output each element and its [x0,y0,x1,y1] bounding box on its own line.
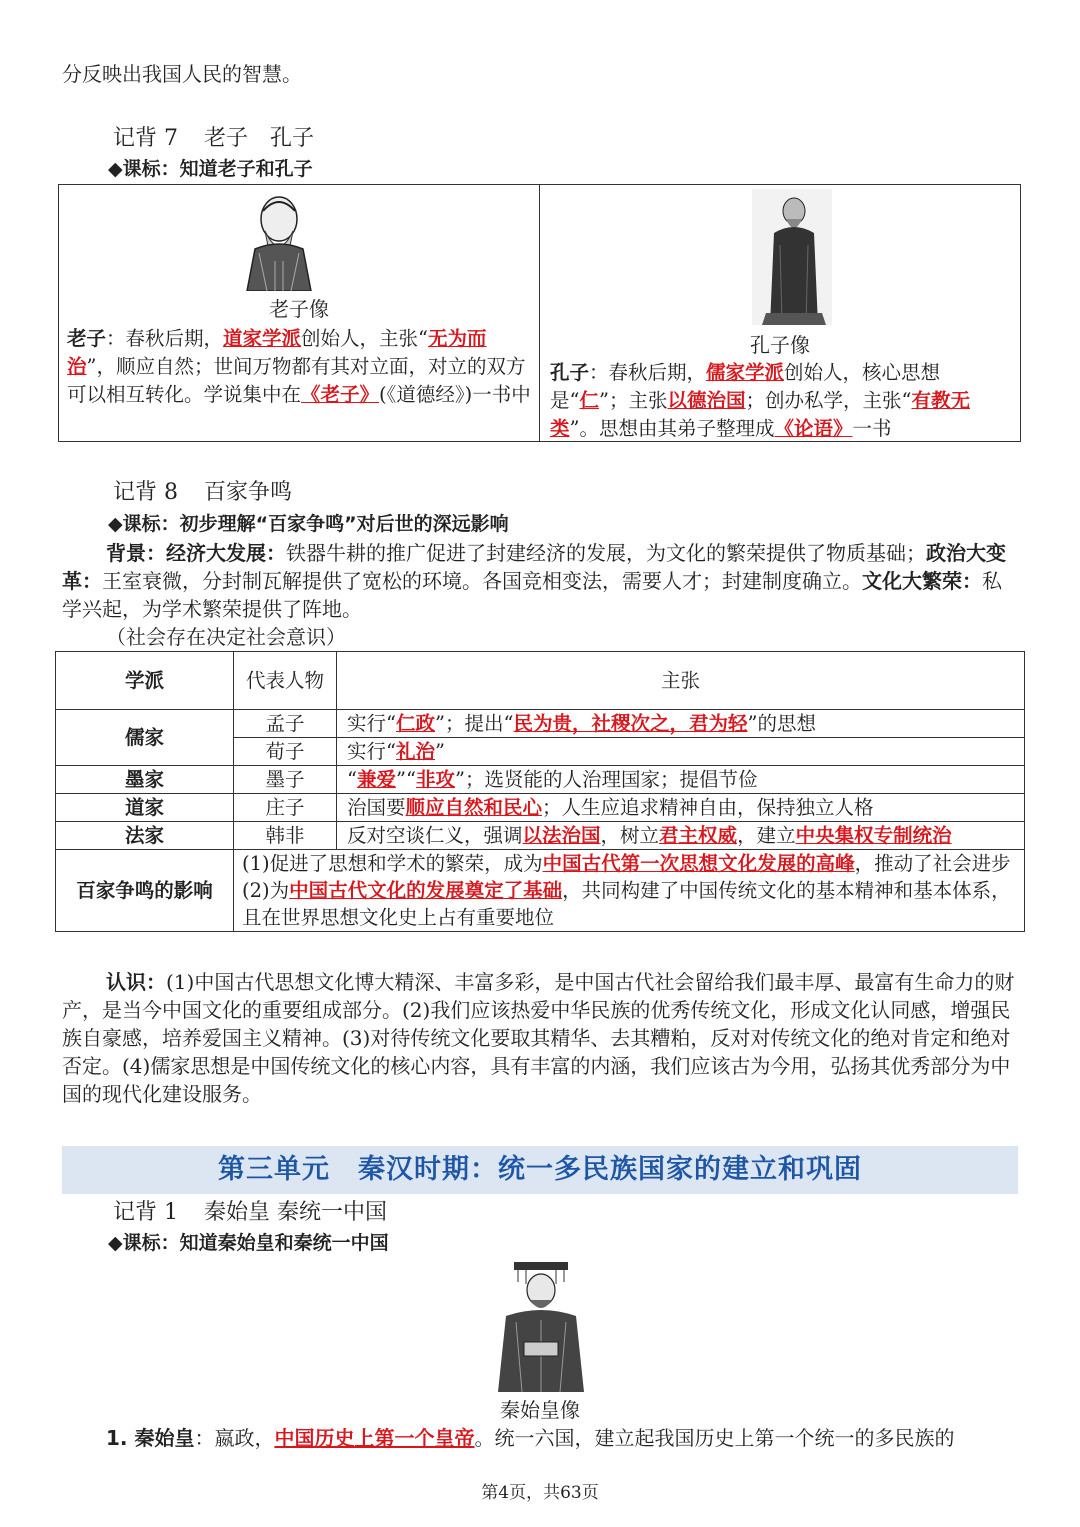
table-row [56,794,1025,822]
highlight-rule-of-law: 以法治国 [522,824,601,847]
highlight-monarch-authority: 君主权威 [659,824,738,847]
header-school: 学派 [56,652,234,710]
laozi-caption: 老子像 [269,297,329,321]
laozi-text-1: ：春秋后期， [106,327,224,350]
confucius-highlight-school: 儒家学派 [706,361,785,384]
laozi-highlight-wuwei: 无为而治 [67,327,487,378]
claim-text: 实行“ [347,740,396,763]
highlight-people-first: 民为贵，社稷次之，君为轻 [513,712,748,735]
rep-hanfei: 韩非 [234,822,337,850]
rep-zhuangzi: 庄子 [234,794,337,822]
confucius-text-6: 一书 [852,417,892,440]
background-paragraph [62,539,1018,623]
impact-text: ，共同构建了中国传统文化的基本精神和基本体系，且在世界思想文化史上占有重要地位 [242,879,1011,929]
claim-text: 反对空谈仁义，强调 [347,824,523,847]
laozi-description [67,325,531,409]
unit-3-section-1-number: 记背 1 [113,1200,178,1225]
confucius-highlight-ren: 仁 [579,389,599,412]
section-8-number: 记背 8 [113,480,178,505]
claim-text: ”的思想 [747,712,816,735]
laozi-text-3: ”，顺应自然；世间万物都有其对立面，对立的双方可以相互转化。学说集中在 [67,355,526,406]
background-culture: 私学兴起，为学术繁荣提供了阵地。 [62,569,1002,621]
claim-zhuangzi [337,794,1025,822]
highlight-benevolent-government: 仁政 [395,712,435,735]
rep-mencius: 孟子 [234,710,337,738]
laozi-highlight-school: 道家学派 [223,327,302,350]
philosophers-figure-table [58,184,1021,442]
section-8-title: 百家争鸣 [204,480,293,505]
impact-text: (2)为 [242,879,290,902]
confucius-description [550,359,1012,443]
confucius-highlight-education: 有教无类 [550,389,970,440]
laozi-name: 老子 [67,327,107,350]
unit-3-section-1-title: 秦始皇 秦统一中国 [204,1200,387,1225]
background-note: （社会存在决定社会意识） [106,625,346,649]
background-economy: 铁器牛耕的推广促进了封建经济的发展，为文化的繁荣提供了物质基础； [286,541,926,565]
highlight-universal-love: 兼爱 [356,768,396,791]
insight-label: 认识： [106,970,166,994]
claim-hanfei [337,822,1025,850]
confucius-text-3: ”；主张 [599,389,668,412]
confucius-cell [539,185,1020,441]
qin-shi-huang-text-2: 。统一六国，建立起我国历史上第一个统一的多民族的 [474,1426,955,1450]
impact-1 [242,850,1014,877]
highlight-follow-nature: 顺应自然和民心 [405,796,543,819]
header-claim: 主张 [337,652,1025,710]
background-politics: 王室衰微，分封制瓦解提供了宽松的环境。各国竞相变法，需要人才；封建制度确立。 [102,569,862,593]
impact-text: ，推动了社会进步 [854,852,1011,875]
laozi-highlight-book: 《老子》 [301,383,380,406]
impact-text: (1)促进了思想和学术的繁荣，成为 [242,852,543,875]
claim-mencius [337,710,1025,738]
unit-3-section-1-heading [113,1198,413,1228]
confucius-portrait [752,189,832,325]
confucius-highlight-virtue: 以德治国 [667,389,746,412]
qin-shi-huang-label: 1. 秦始皇 [106,1426,195,1450]
highlight-non-aggression: 非攻 [415,768,455,791]
confucius-text-4: ；创办私学，主张“ [745,389,912,412]
confucius-text-5: ”。思想由其弟子整理成 [569,417,775,440]
unit-3-standard: ◆课标：知道秦始皇和秦统一中国 [108,1232,389,1254]
confucius-name: 孔子 [550,361,590,384]
claim-text: ，建立 [737,824,796,847]
schools-table [55,651,1025,932]
highlight-foundation: 中国古代文化的发展奠定了基础 [289,879,563,902]
impact-2 [242,877,1014,931]
table-row [56,850,1025,932]
rep-xunzi: 荀子 [234,738,337,766]
claim-text: ”；提出“ [435,712,514,735]
qin-shi-huang-text-1: ：嬴政， [194,1426,275,1450]
section-7-number: 记背 7 [113,126,178,151]
laozi-portrait [229,191,329,291]
laozi-cell [59,185,539,441]
background-label: 背景：经济大发展： [106,541,286,565]
insight-text: (1)中国古代思想文化博大精深、丰富多彩，是中国古代社会留给我们最丰厚、最富有生命力的财产，是当今中国文化的重要组成部分。(2)我们应该热爱中华民族的优秀传统文化，形成文化认同感，增强民族自豪感，培养爱国主义精神。(3)对待传统文化要取其精华、去其糟粕，反对对传统文化的绝对肯定和绝对否定。(4)儒家思想是中国传统文化的核心内容，具有丰富的内涵，我们应该古为今用，弘扬其优秀部分为中国的现代化建设服务。 [62,970,1015,1106]
page-footer: 第4页，共63页 [481,1483,599,1503]
laozi-text-2: 创始人，主张“ [301,327,429,350]
claim-text: 治国要 [347,796,406,819]
confucius-highlight-analects: 《论语》 [774,417,853,440]
section-8-heading [113,478,318,508]
confucius-text-1: ：春秋后期， [589,361,707,384]
claim-xunzi [337,738,1025,766]
unit-3-banner: 第三单元 秦汉时期：统一多民族国家的建立和巩固 [62,1146,1018,1194]
rep-mozi: 墨子 [234,766,337,794]
highlight-first-peak: 中国古代第一次思想文化发展的高峰 [542,852,855,875]
table-row [56,710,1025,738]
claim-text: “ [347,768,357,791]
confucius-caption: 孔子像 [750,333,810,357]
header-representative: 代表人物 [234,652,337,710]
school-confucianism: 儒家 [56,710,234,766]
section-8-standard: ◆课标：初步理解“百家争鸣”对后世的深远影响 [108,513,509,535]
intro-tail: 分反映出我国人民的智慧。 [62,62,302,86]
claim-mozi [337,766,1025,794]
school-mohism: 墨家 [56,766,234,794]
background-culture-label: 文化大繁荣： [862,569,982,593]
table-row [56,822,1025,850]
claim-text: ，树立 [600,824,660,847]
claim-text: ”“ [396,768,416,791]
school-legalism: 法家 [56,822,234,850]
qin-shi-huang-portrait [486,1260,596,1392]
highlight-first-emperor: 中国历史上第一个皇帝 [274,1426,475,1450]
claim-text: ” [435,740,445,763]
confucius-text-2: 创始人，核心思想是“ [550,361,941,412]
claim-text: 实行“ [347,712,396,735]
impact-label: 百家争鸣的影响 [56,850,234,932]
qin-shi-huang-paragraph [106,1424,1018,1452]
table-row [56,766,1025,794]
section-7-title: 老子 孔子 [204,126,315,151]
insight-paragraph [62,968,1018,1108]
claim-text: ；人生应追求精神自由，保持独立人格 [542,796,874,819]
impact-content [234,850,1025,932]
highlight-rule-of-rites: 礼治 [395,740,435,763]
qin-shi-huang-caption: 秦始皇像 [500,1398,580,1422]
section-7-standard: ◆课标：知道老子和孔子 [108,158,313,180]
school-taoism: 道家 [56,794,234,822]
laozi-text-4: (《道德经》)一书中 [379,383,531,406]
background-politics-label: 政治大变革： [62,541,1006,593]
section-7-heading [113,124,340,154]
table-header-row [56,652,1025,710]
claim-text: ”；选贤能的人治理国家；提倡节俭 [454,768,758,791]
highlight-centralized-rule: 中央集权专制统治 [795,824,952,847]
